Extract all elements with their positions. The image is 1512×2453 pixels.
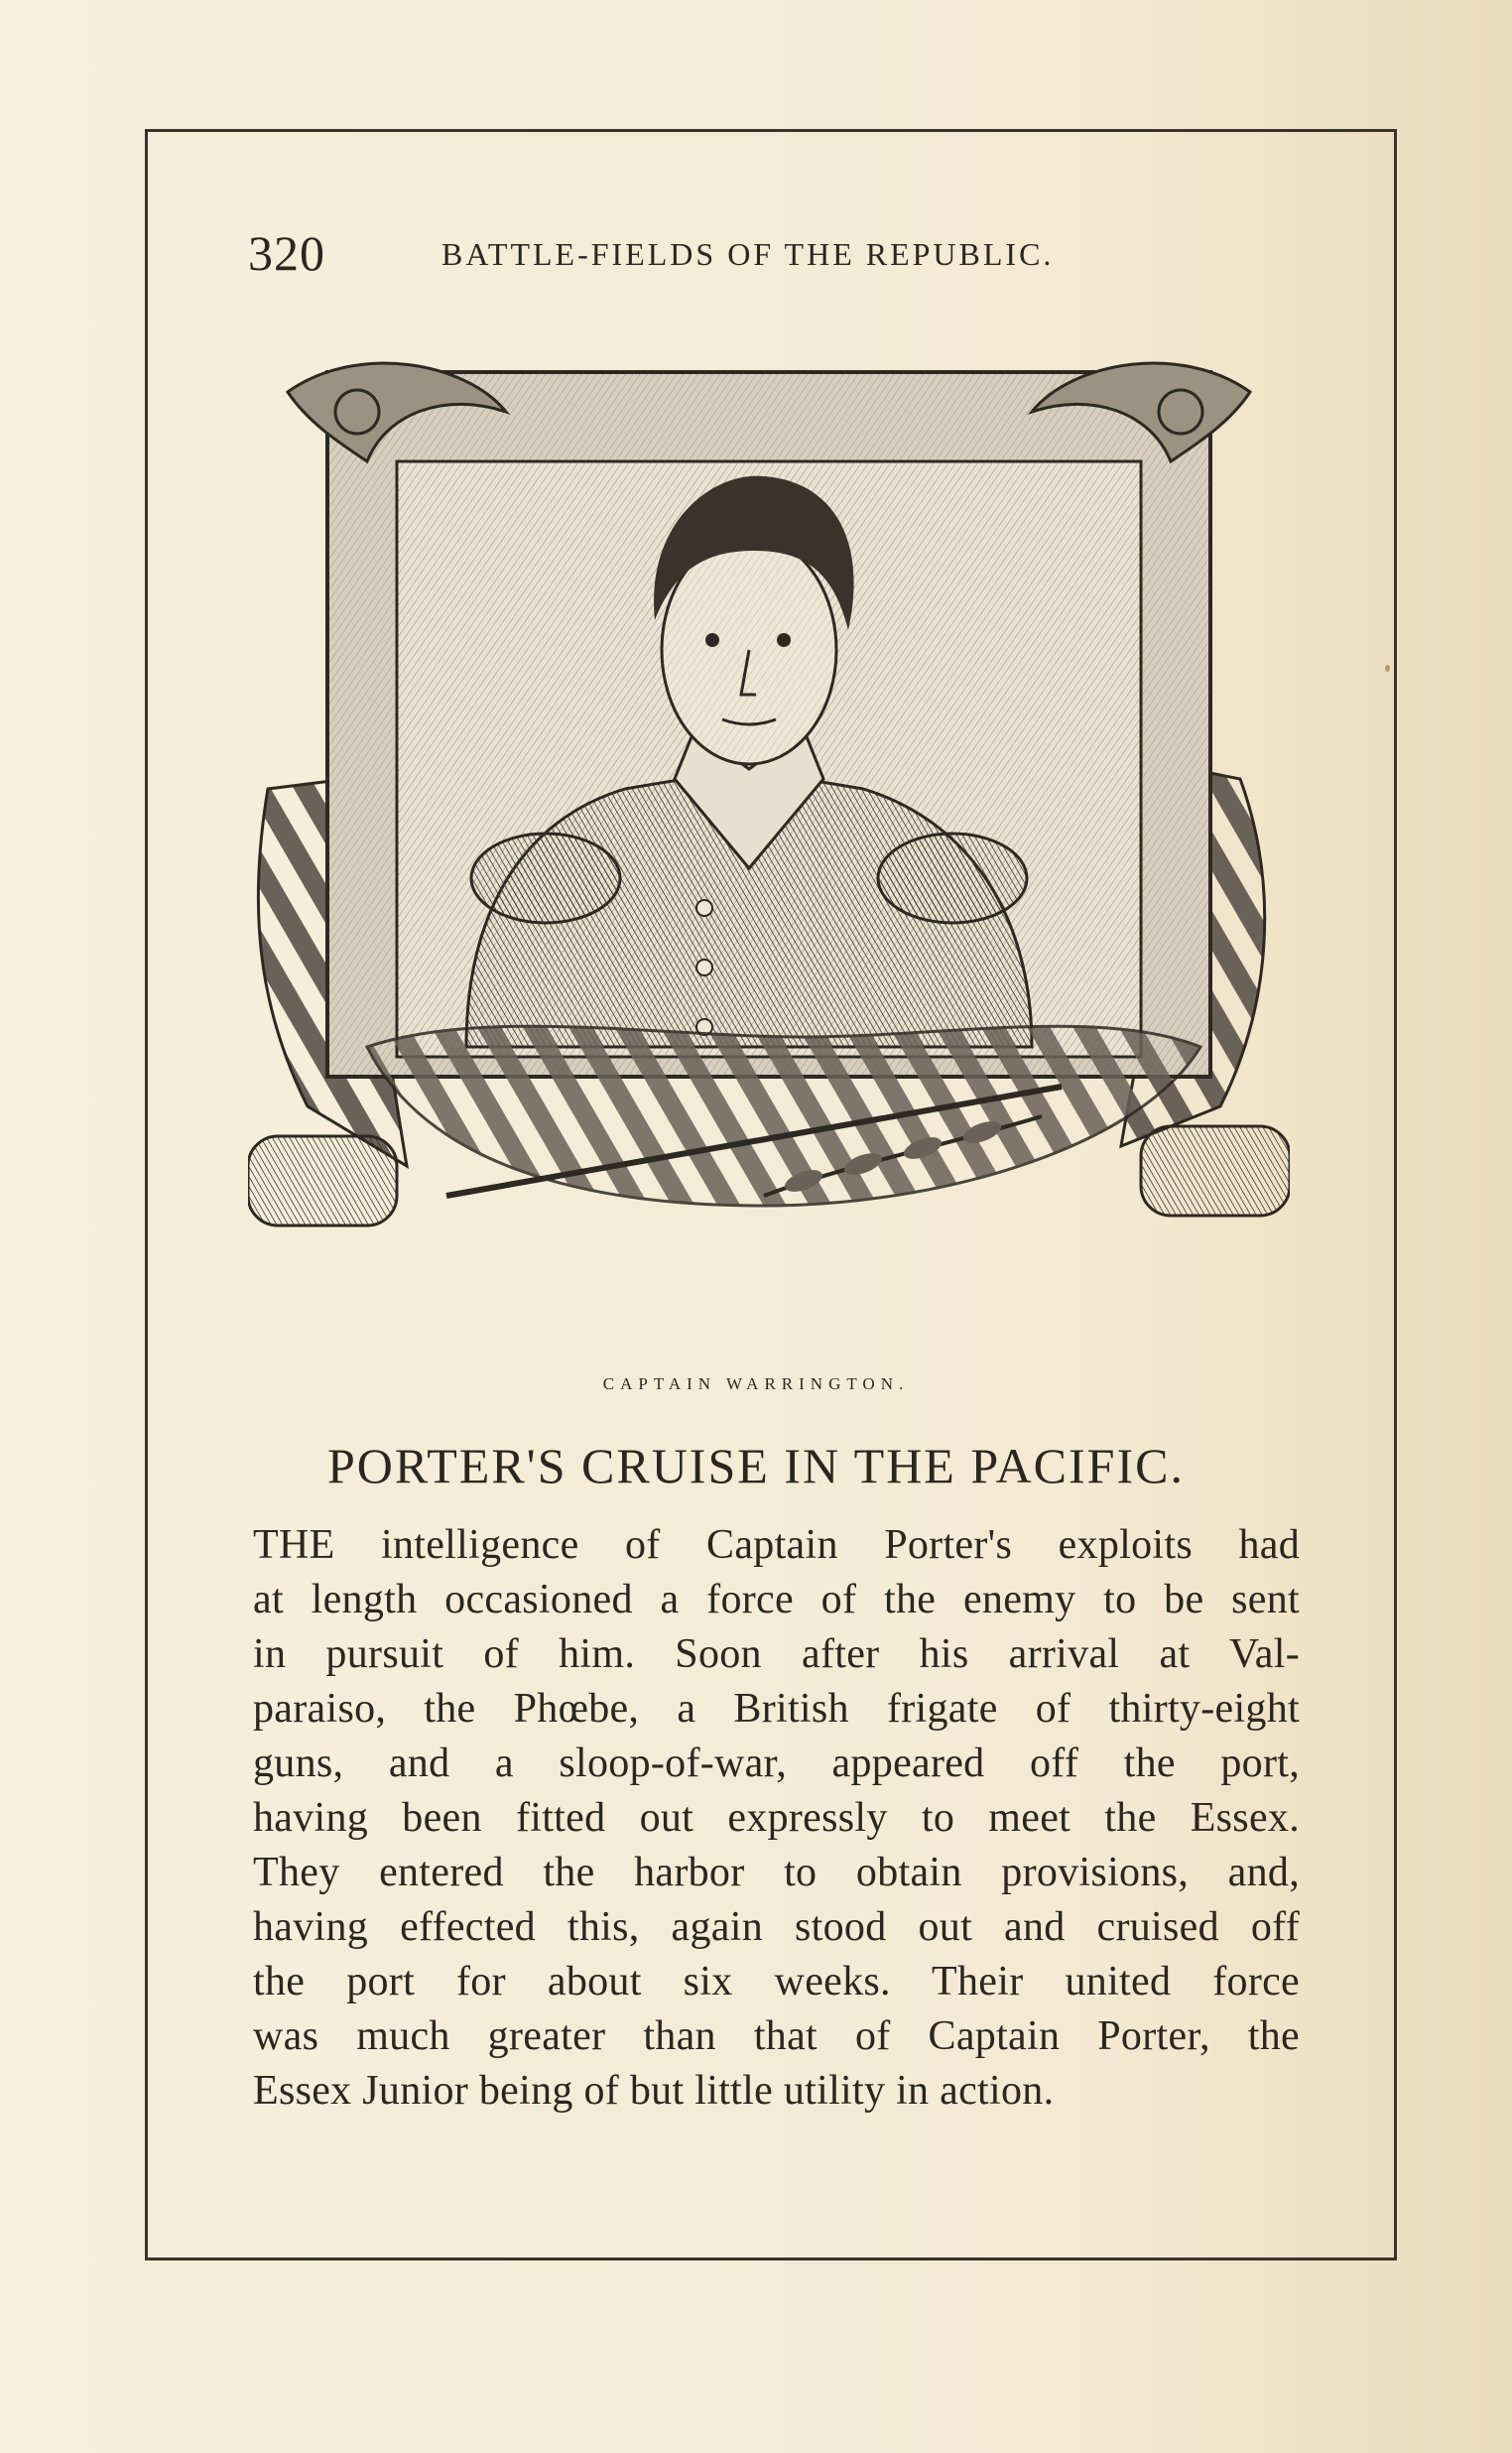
epaulette-right (878, 834, 1027, 923)
illustration-caption: CAPTAIN WARRINGTON. (602, 1374, 910, 1393)
epaulette-left (471, 834, 620, 923)
body-line: in pursuit of him. Soon after his arrival at Val- (253, 1631, 1300, 1677)
body-line: Essex Junior being of but little utility in action. (253, 2068, 1055, 2114)
portrait-engraving (248, 352, 1290, 1345)
body-line: paraiso, the Phœbe, a British frigate of thirty-eight (253, 1686, 1300, 1732)
cannon-left (248, 1136, 397, 1226)
cannon-right (1141, 1126, 1290, 1216)
body-line: THE intelligence of Captain Porter's exploits had (253, 1522, 1300, 1568)
body-line: the port for about six weeks. Their united force (253, 1959, 1300, 2004)
body-line: was much greater than that of Captain Porter, the (253, 2013, 1300, 2059)
body-line: having been fitted out expressly to meet the Essex. (253, 1795, 1300, 1841)
body-line: They entered the harbor to obtain provisions, and, (253, 1850, 1300, 1895)
body-line: guns, and a sloop-of-war, appeared off the port, (253, 1741, 1300, 1786)
drapery (367, 1026, 1200, 1206)
running-head-title: BATTLE-FIELDS OF THE REPUBLIC. (441, 236, 1055, 272)
body-line: at length occasioned a force of the enemy to be sent (253, 1577, 1300, 1622)
running-head (228, 224, 1320, 284)
body-line: having effected this, again stood out and cruised off (253, 1904, 1300, 1950)
body-paragraph (253, 1518, 1300, 2119)
section-heading: PORTER'S CRUISE IN THE PACIFIC. (326, 1438, 1185, 1493)
paper-spot (1385, 665, 1390, 672)
page-number: 320 (248, 225, 325, 281)
